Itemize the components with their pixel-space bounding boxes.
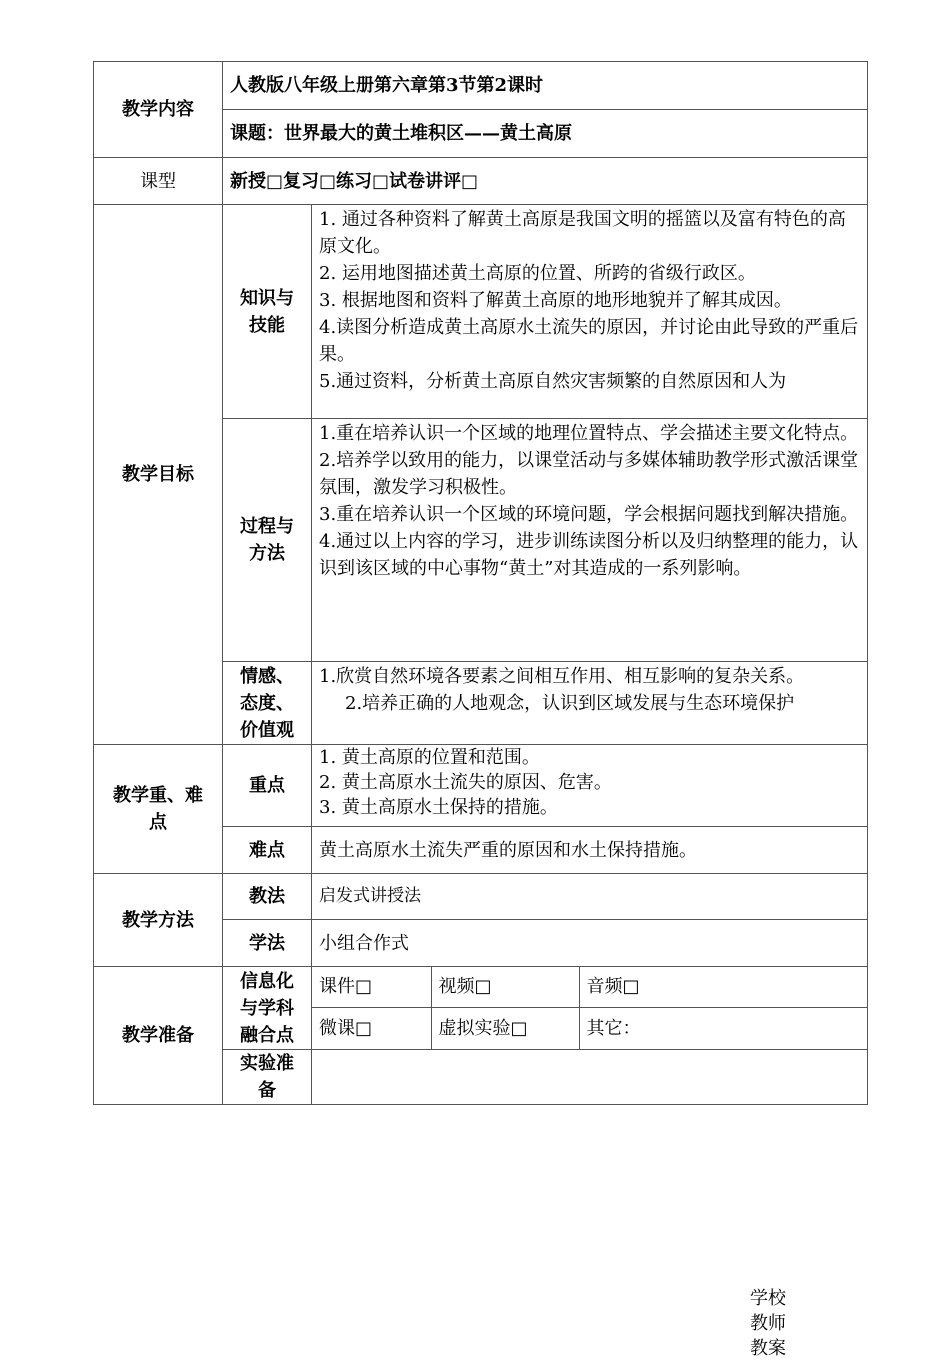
focus-list xyxy=(312,745,867,820)
difficulty-text: 黄土高原水土流失严重的原因和水土保持措施。 xyxy=(312,827,868,874)
info-options-grid xyxy=(312,967,867,1049)
learning-method-text: 小组合作式 xyxy=(312,920,868,967)
teaching-method-text: 启发式讲授法 xyxy=(312,874,868,920)
type-value: 新授□复习□练习□试卷讲评□ xyxy=(223,158,868,205)
knowledge-cell xyxy=(312,205,868,419)
emotion-item: 2.培养正确的人地观念，认识到区域发展与生态环境保护 xyxy=(345,693,795,714)
prep-label: 教学准备 xyxy=(94,967,223,1105)
goals-label: 教学目标 xyxy=(94,205,223,745)
process-item: 3.重在培养认识一个区域的环境问题，学会根据问题找到解决措施。 xyxy=(319,504,859,525)
footer-teacher: 教师 xyxy=(750,1313,786,1334)
process-list xyxy=(312,419,867,582)
process-item: 1.重在培养认识一个区域的地理位置特点、学会描述主要文化特点。 xyxy=(319,423,859,444)
knowledge-list xyxy=(312,205,867,395)
emotion-label: 情感、态度、价值观 xyxy=(223,662,312,745)
knowledge-item: 2. 运用地图描述黄土高原的位置、所跨的省级行政区。 xyxy=(319,263,756,284)
learning-method-label: 学法 xyxy=(223,920,312,967)
option-other: 其它： xyxy=(586,1017,641,1039)
focus-item: 3. 黄土高原水土保持的措施。 xyxy=(319,797,558,818)
teaching-method-label: 教法 xyxy=(223,874,312,920)
knowledge-item: 3. 根据地图和资料了解黄土高原的地形地貌并了解其成因。 xyxy=(319,290,792,311)
knowledge-item: 1. 通过各种资料了解黄土高原是我国文明的摇篮以及富有特色的高原文化。 xyxy=(319,209,846,257)
option-audio: 音频□ xyxy=(586,976,640,998)
emotion-item: 1.欣赏自然环境各要素之间相互作用、相互影响的复杂关系。 xyxy=(319,666,805,687)
content-label: 教学内容 xyxy=(94,62,223,158)
process-cell xyxy=(312,419,868,662)
keypoints-label: 教学重、难点 xyxy=(94,745,223,874)
info-label: 信息化与学科融合点 xyxy=(223,967,312,1050)
knowledge-item: 4.读图分析造成黄土高原水土流失的原因，并讨论由此导致的严重后果。 xyxy=(319,317,859,365)
lesson-plan-table xyxy=(93,61,868,1105)
process-item: 2.培养学以致用的能力，以课堂活动与多媒体辅助教学形式激活课堂氛围，激发学习积极性。 xyxy=(319,450,859,498)
experiment-label: 实验准备 xyxy=(223,1050,312,1105)
content-line-1: 人教版八年级上册第六章第3节第2课时 xyxy=(223,62,868,110)
method-label: 教学方法 xyxy=(94,874,223,967)
knowledge-label: 知识与技能 xyxy=(223,205,312,419)
option-virtual-lab: 虚拟实验□ xyxy=(431,1007,579,1049)
focus-label: 重点 xyxy=(223,745,312,827)
focus-item: 2. 黄土高原水土流失的原因、危害。 xyxy=(319,772,612,793)
emotion-cell xyxy=(312,662,868,745)
option-video: 视频□ xyxy=(431,967,579,1007)
type-label: 课型 xyxy=(94,158,223,205)
content-line-2: 课题：世界最大的黄土堆积区——黄土高原 xyxy=(223,110,868,158)
process-label: 过程与方法 xyxy=(223,419,312,662)
knowledge-item: 5.通过资料，分析黄土高原自然灾害频繁的自然原因和人为 xyxy=(319,371,787,392)
footer-plan: 教案 xyxy=(750,1338,786,1359)
emotion-list xyxy=(312,662,867,717)
focus-cell xyxy=(312,745,868,827)
footer-school: 学校 xyxy=(750,1288,786,1309)
difficulty-label: 难点 xyxy=(223,827,312,874)
focus-item: 1. 黄土高原的位置和范围。 xyxy=(319,747,540,768)
process-item: 4.通过以上内容的学习，进步训练读图分析以及归纳整理的能力，认识到该区域的中心事物“黄土”对其造成的一系列影响。 xyxy=(319,531,859,579)
footer-note xyxy=(750,1286,810,1359)
option-courseware: 课件□ xyxy=(312,967,431,1007)
experiment-value xyxy=(312,1050,868,1105)
info-options-cell xyxy=(312,967,868,1050)
option-micro-lesson: 微课□ xyxy=(312,1007,431,1049)
